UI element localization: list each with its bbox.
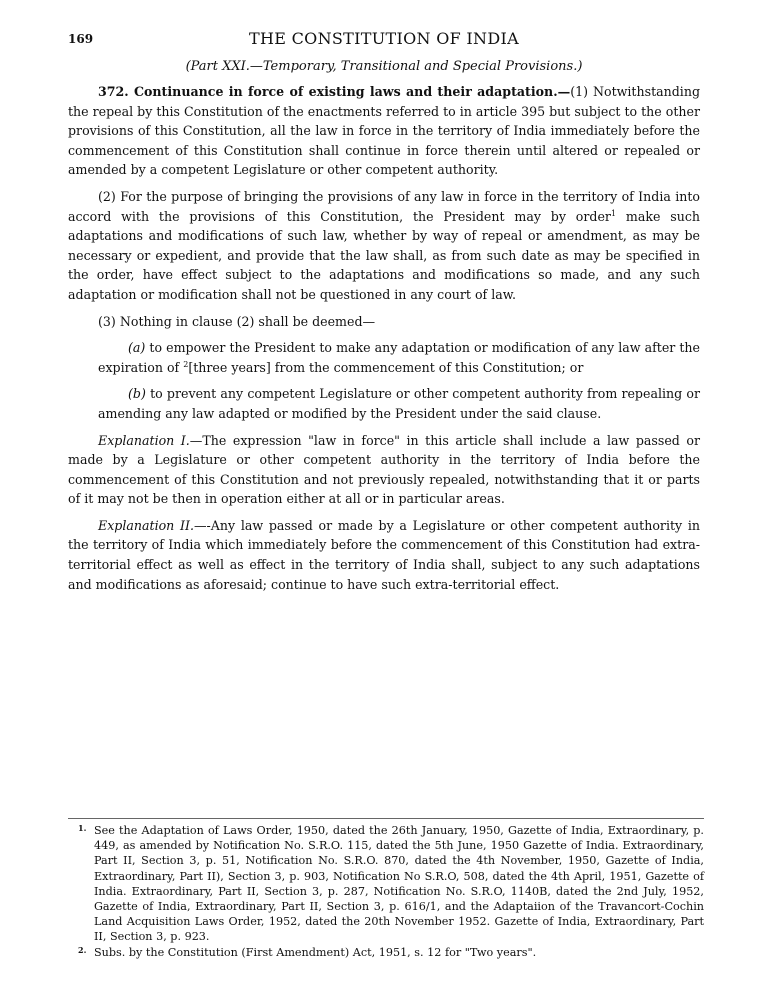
- footnote-1: [68, 823, 704, 945]
- clause-2-text-end: make such adaptations and modifications of such law, whether by way of repeal or amendment, as may be necessary or expedient, and provide that the law shall, as from such date as may be specified in the order, have effect subject to the adaptations and modifications so made, and any such adaptation or modification shall not be questioned in any court of law.: [68, 208, 700, 302]
- explanation-1-label: Explanation I.: [98, 432, 190, 448]
- footnote-ref-2[interactable]: 2: [183, 359, 189, 369]
- footnote-1-text: See the Adaptation of Laws Order, 1950, dated the 26th January, 1950, Gazette of India, Extraordinary, p. 449, as amended by Notification No. S.R.O. 115, dated the 5th June, 1950 Gazette of India. Extraordinary, Part II, Section 3, p. 51, Notification No. S.R.O. 870, dated the 4th November, 1950, Gazette of India, Extraordinary, Part II), Section 3, p. 903, Notification No S.R.O, 508, dated the 4th April, 1951, Gazette of India. Extraordinary, Part II, Section 3, p. 287, Notification No. S.R.O, 1140B, dated the 2nd July, 1952, Gazette of India, Extraordinary, Part II, Section 3, p. 616/1, and the Adaptaiion of the Travancort-Cochin Land Acquisition Laws Order, 1952, dated the 20th November 1952. Gazette of India, Extraordinary, Part II, Section 3, p. 923.: [94, 824, 704, 944]
- explanation-2: [68, 516, 700, 594]
- running-head-title: THE CONSTITUTION OF INDIA: [249, 29, 519, 48]
- sub-clause-a: [68, 338, 700, 377]
- clause-2: [68, 187, 700, 305]
- sub-clause-b: [68, 384, 700, 423]
- sub-clause-b-label: (b): [128, 386, 146, 402]
- clause-3: (3) Nothing in clause (2) shall be deemed—: [98, 313, 376, 329]
- footnote-2-text: Subs. by the Constitution (First Amendment) Act, 1951, s. 12 for "Two years".: [94, 945, 537, 959]
- footnote-2: [68, 945, 704, 960]
- sub-clause-a-text-end: [three years] from the commencement of this Constitution; or: [188, 359, 584, 375]
- sub-clause-a-text-start: to empower the President to make any adaptation or modification of any law after the expiration of: [98, 340, 700, 375]
- page-number: 169: [68, 32, 94, 46]
- article-body: [68, 82, 700, 601]
- footnote-divider: [68, 818, 704, 819]
- footnote-1-mark: 1.: [78, 823, 87, 833]
- clause-1-text: (1) Notwithstanding the repeal by this Constitution of the enactments referred to in article 395 but subject to the other provisions of this Constitution, all the law in force in the territory of India immediately before the commencement of this Constitution shall continue in force therein until altered or repealed or amended by a competent Legislature or other competent authority.: [68, 84, 701, 178]
- footnotes: [68, 823, 704, 960]
- explanation-2-label: Explanation II.: [98, 517, 194, 533]
- footnote-2-mark: 2.: [78, 944, 87, 955]
- explanation-1: [68, 431, 700, 509]
- explanation-2-text: —-Any law passed or made by a Legislature or other competent authority in the territory of India which immediately before the commencement of this Constitution had extra-territorial effect as well as effect in the territory of India shall, subject to any such adaptations and modifications as aforesaid; continue to have such extra-territorial effect.: [68, 517, 700, 592]
- article-heading: 372. Continuance in force of existing laws and their adaptation.—: [98, 84, 571, 99]
- footnote-ref-1[interactable]: 1: [610, 208, 617, 218]
- sub-clause-a-label: (a): [128, 340, 146, 356]
- part-heading: (Part XXI.—Temporary, Transitional and Special Provisions.): [185, 59, 583, 74]
- clause-2-text-start: (2) For the purpose of bringing the provisions of any law in force in the territory of India into accord with the provisions of this Constitution, the President may by order: [68, 188, 700, 224]
- sub-clause-b-text: to prevent any competent Legislature or other competent authority from repealing or amending any law adapted or modified by the President under the said clause.: [98, 386, 700, 421]
- clause-1: [68, 82, 700, 180]
- explanation-1-text: —The expression "law in force" in this article shall include a law passed or made by a Legislature or other competent authority in the territory of India before the commencement of this Constitution and not previously repealed, notwithstanding that it or parts of it may not be then in operation either at all or in particular areas.: [68, 432, 700, 507]
